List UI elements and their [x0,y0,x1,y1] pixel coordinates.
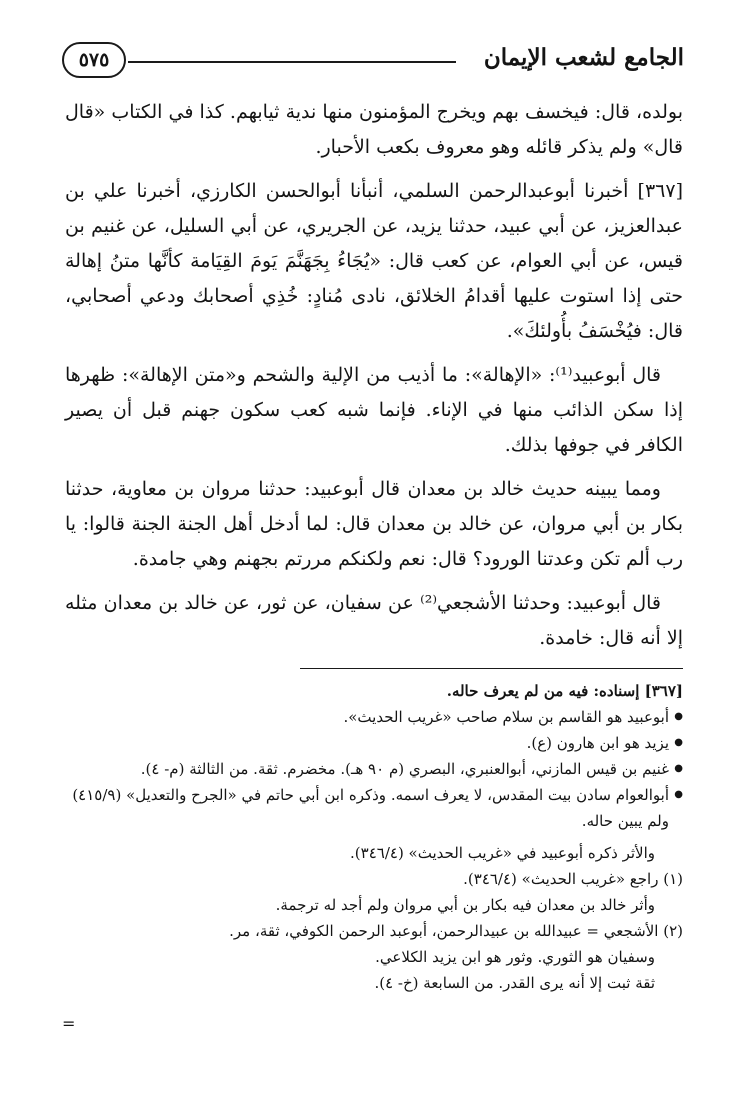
footnote-line: والأثر ذكره أبوعبيد في «غريب الحديث» (٣٤٦/٤). [350,844,655,862]
footnote-separator [300,668,683,669]
paragraph-hadith-367: [٣٦٧] أخبرنا أبوعبدالرحمن السلمي، أنبأنا أبوالحسن الكارزي، أخبرنا علي بن عبدالعزيز، عن أبي عبيد، حدثنا يزيد، عن الجريري، عن أبي السليل، عن غنيم بن قيس، عن أبي العوام، عن كعب قال: «يُجَاءُ بِجَهَنَّمَ يَومَ القِيَامة كأنَّها متنُ إهالة حتى إذا استوت عليها أقدامُ الخلائق، نادى مُنادٍ: خُذِي أصحابك ودعي أصحابي، قال: فيُخْسَفُ بأُولئكَ». [65,180,683,342]
list-item: ● غنيم بن قيس المازني، أبوالعنبري، البصري (م ٩٠ هـ). مخضرم. ثقة. من الثالثة (م- ٤). [65,756,669,782]
continuation-mark: = [62,1014,76,1033]
list-item: ● أبوالعوام سادن بيت المقدس، لا يعرف اسمه. وذكره ابن أبي حاتم في «الجرح والتعديل» (٤١٥/٩) ولم يبين حاله. [65,782,669,834]
main-text [65,95,683,665]
isnad-heading: [٣٦٧] إسناده: فيه من لم يعرف حاله. [446,682,683,700]
footnotes [65,678,683,996]
footnote-2: (٢) الأشجعي = عبيدالله بن عبيدالرحمن، أبوعبد الرحمن الكوفي، ثقة، مر. [229,922,683,940]
footnote-line: وأثر خالد بن معدان فيه بكار بن أبي مروان ولم أجد له ترجمة. [275,896,655,914]
narrator-list [65,704,683,834]
paragraph: بولده، قال: فيخسف بهم ويخرج المؤمنون منها ندية ثيابهم. كذا في الكتاب «قال قال» ولم يذكر قائله وهو معروف بكعب الأحبار. [65,101,683,158]
footnote-line: ثقة ثبت إلا أنه يرى القدر. من السابعة (خ- ٤). [374,974,655,992]
running-title: الجامع لشعب الإيمان [483,44,684,71]
footnote-line: وسفيان هو الثوري. وثور هو ابن يزيد الكلاعي. [375,948,655,966]
page-number-badge: ٥٧٥ [62,42,126,78]
footnote-1: (١) راجع «غريب الحديث» (٣٤٦/٤). [463,870,683,888]
page-header [62,38,684,82]
list-item: ● يزيد هو ابن هارون (ع). [65,730,669,756]
header-rule [128,61,456,63]
paragraph: قال أبوعبيد: وحدثنا الأشجعي⁽²⁾ عن سفيان، عن ثور، عن خالد بن معدان مثله إلا أنه قال: خامدة. [65,592,683,649]
list-item: ● أبوعبيد هو القاسم بن سلام صاحب «غريب الحديث». [65,704,669,730]
paragraph: قال أبوعبيد⁽¹⁾: «الإهالة»: ما أذيب من الإلية والشحم و«متن الإهالة»: ظهرها إذا سكن الذائب منها في الإناء. فإنما شبه كعب سكون جهنم قبل أن يصير الكافر في جوفها بذلك. [65,364,683,456]
paragraph: ومما يبينه حديث خالد بن معدان قال أبوعبيد: حدثنا مروان بن معاوية، حدثنا بكار بن أبي مروان، عن خالد بن معدان قال: لما أدخل أهل الجنة الجنة قالوا: يا رب ألم تكن وعدتنا الورود؟ قال: نعم ولكنكم مررتم بجهنم وهي جامدة. [65,478,683,570]
